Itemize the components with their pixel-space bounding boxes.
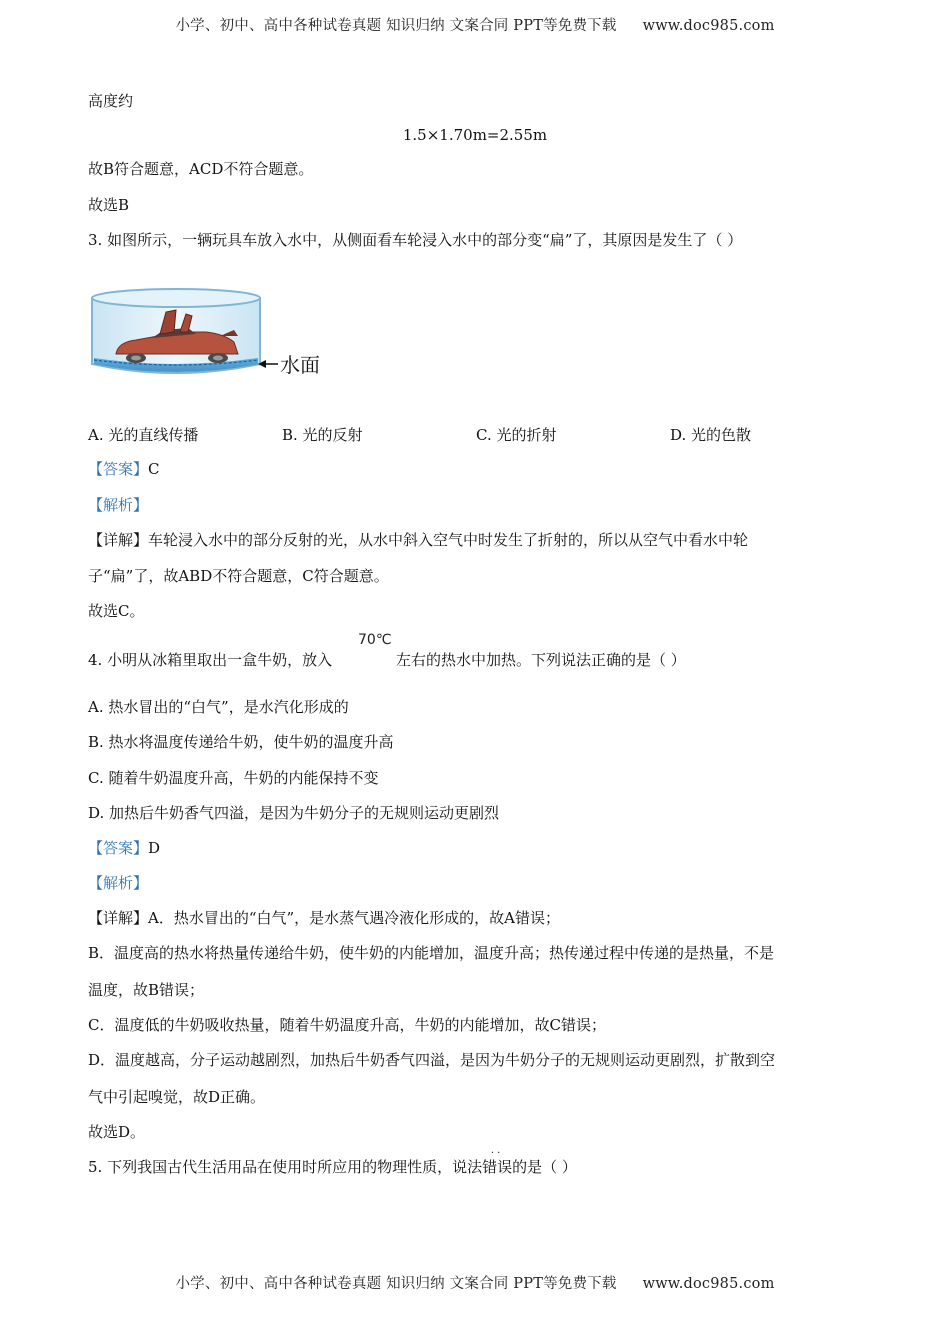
header-text: 小学、初中、高中各种试卷真题 知识归纳 文案合同 PPT等免费下载 (175, 18, 617, 34)
q5-emphasis-word: .. 错误 (482, 1145, 513, 1176)
q3-option-a: A. 光的直线传播 (88, 426, 199, 444)
q4-answer (88, 837, 160, 859)
q3-figure (88, 284, 348, 388)
q4-detail-a (88, 907, 560, 929)
q3-option-c: C. 光的折射 (476, 426, 557, 444)
q3-stem: 3. 如图所示，一辆玩具车放入水中，从侧面看车轮浸入水中的部分变“扁”了，其原因是发生了（ ） (88, 231, 743, 249)
q4-answer-value: D (148, 839, 161, 857)
q4-analysis-tag: 【解析】 (88, 874, 149, 892)
water-tank-illustration (88, 284, 348, 384)
q2-line-conclusion: 故选B (88, 196, 130, 214)
q4-detail-b1: B．温度高的热水将热量传递给牛奶，使牛奶的内能增加，温度升高；热传递过程中传递的是热量，不是 (88, 944, 775, 962)
q3-answer (88, 458, 160, 480)
q3-conclusion: 故选C。 (88, 602, 145, 620)
q4-detail-tag: 【详解】 (88, 909, 149, 927)
q2-formula: 1.5×1.70m=2.55m (402, 126, 548, 144)
q4-detail-a-text: A．热水冒出的“白气”，是水蒸气遇冷液化形成的，故A错误； (148, 909, 561, 927)
q3-analysis-tag: 【解析】 (88, 496, 149, 514)
q2-line-judgement: 故B符合题意，ACD不符合题意。 (88, 160, 314, 178)
q3-detail-2: 子“扁”了，故ABD不符合题意，C符合题意。 (88, 567, 389, 585)
footer-text: 小学、初中、高中各种试卷真题 知识归纳 文案合同 PPT等免费下载 (175, 1276, 617, 1292)
q5-stem-b: 的是（ ） (512, 1158, 577, 1176)
footer-site-link[interactable]: www.doc985.com (642, 1276, 775, 1292)
q4-answer-tag: 【答案】 (88, 839, 149, 857)
q4-temperature: 70℃ (358, 632, 392, 648)
q3-detail-text-1: 车轮浸入水中的部分反射的光，从水中斜入空气中时发生了折射的，所以从空气中看水中轮 (148, 531, 749, 549)
page-footer (0, 1272, 950, 1293)
q4-option-b: B. 热水将温度传递给牛奶，使牛奶的温度升高 (88, 733, 394, 751)
q4-detail-c: C．温度低的牛奶吸收热量，随着牛奶温度升高，牛奶的内能增加，故C错误； (88, 1016, 606, 1034)
page-header (0, 14, 950, 35)
q3-detail-1 (88, 529, 748, 551)
q3-detail-tag: 【详解】 (88, 531, 149, 549)
q4-option-a: A. 热水冒出的“白气”，是水汽化形成的 (88, 698, 349, 716)
q4-detail-d1: D．温度越高，分子运动越剧烈，加热后牛奶香气四溢，是因为牛奶分子的无规则运动更剧烈，扩散到空 (88, 1051, 776, 1069)
q5-stem (88, 1145, 577, 1178)
q3-option-b: B. 光的反射 (282, 426, 363, 444)
q4-stem-b: 左右的热水中加热。下列说法正确的是（ ） (396, 651, 686, 669)
q5-stem-a: 5. 下列我国古代生活用品在使用时所应用的物理性质，说法 (88, 1158, 483, 1176)
header-site-link[interactable]: www.doc985.com (642, 18, 775, 34)
q3-answer-value: C (148, 460, 160, 478)
q4-option-d: D. 加热后牛奶香气四溢，是因为牛奶分子的无规则运动更剧烈 (88, 804, 500, 822)
q4-detail-b2: 温度，故B错误； (88, 981, 205, 999)
water-surface-label: 水面 (280, 353, 320, 377)
q4-stem-a: 4. 小明从冰箱里取出一盒牛奶，放入 (88, 651, 333, 669)
q3-option-d: D. 光的色散 (670, 426, 752, 444)
q4-option-c: C. 随着牛奶温度升高，牛奶的内能保持不变 (88, 769, 379, 787)
q4-detail-d2: 气中引起嗅觉，故D正确。 (88, 1088, 266, 1106)
q3-answer-tag: 【答案】 (88, 460, 149, 478)
q4-conclusion: 故选D。 (88, 1123, 146, 1141)
q2-line-height: 高度约 (88, 92, 134, 110)
